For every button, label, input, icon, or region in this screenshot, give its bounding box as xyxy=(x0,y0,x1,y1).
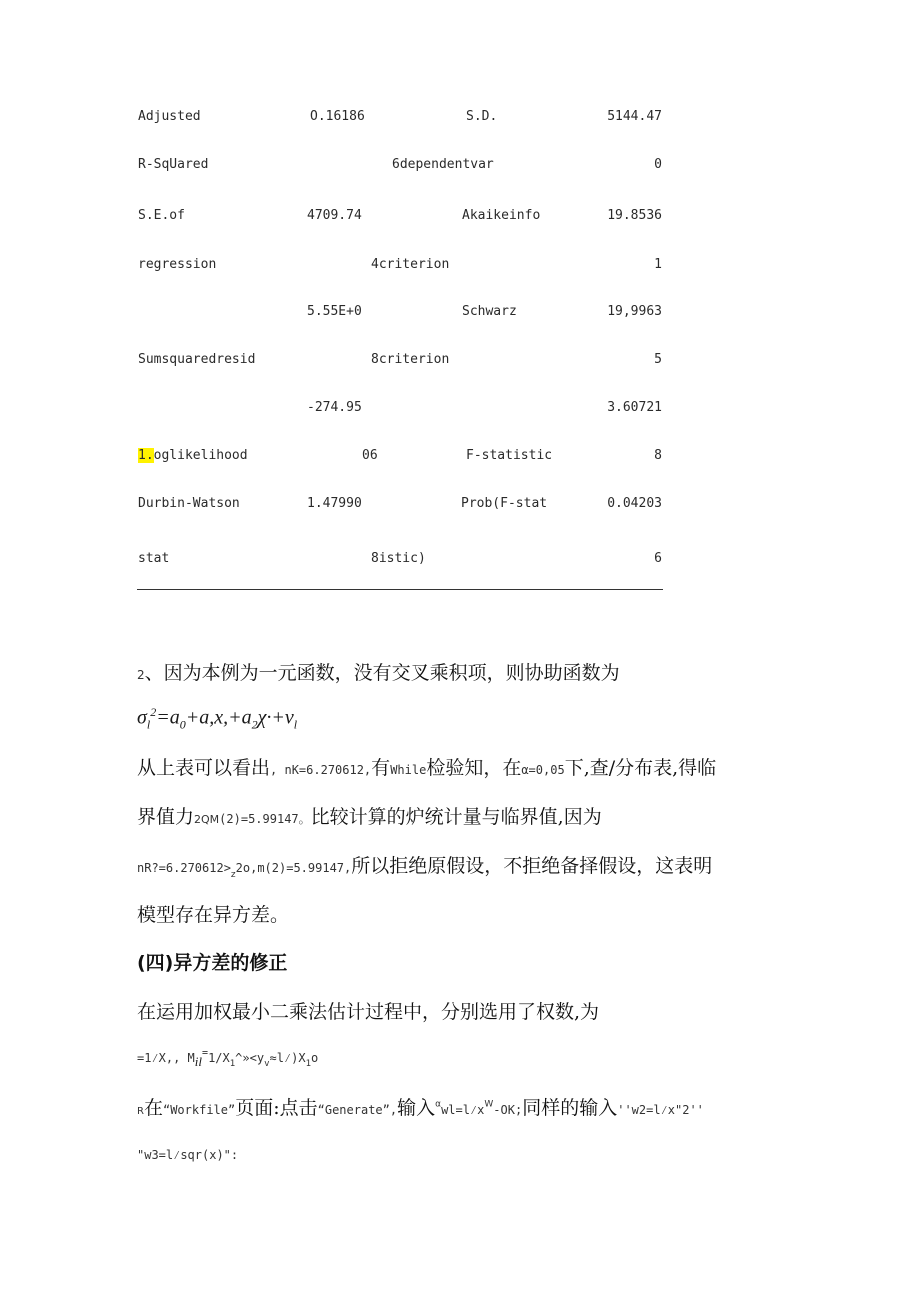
stat-value: -274.95 xyxy=(307,400,362,415)
highlight-mark: 1. xyxy=(138,448,154,463)
stat-label: S.D. xyxy=(466,109,498,124)
auxiliary-regression-formula: $\sigma_l^2=a_0+a,x,+a_2\chi\cdot+v_l$ xyxy=(137,705,298,732)
paragraph-wls-weights: 在运用加权最小二乘法估计过程中，分别选用了权数,为 xyxy=(137,1001,600,1023)
paragraph-white-test-line4: 模型存在异方差。 xyxy=(137,904,290,926)
stat-value: 1 xyxy=(654,257,662,272)
stat-label: Schwarz xyxy=(462,304,517,319)
stat-value: 5.55E+0 xyxy=(307,304,362,319)
stat-value: 06 xyxy=(362,448,378,463)
stat-label: Durbin-Watson xyxy=(138,496,240,511)
stat-label: regression xyxy=(138,257,217,272)
stat-value: 0.04203 xyxy=(607,496,662,511)
paragraph-white-test-line1: 从上表可以看出, nK=6.270612,有While检验知，在α=0,05下,查/分布表,得临 xyxy=(137,757,717,779)
section-heading: (四)异方差的修正 xyxy=(137,952,288,974)
paragraph-w3: "w3=l⁄sqr(x)": xyxy=(137,1148,239,1162)
paragraph-eviews-generate: R在“Workfile”页面:点击“Generate”,输入$^\alpha wl=l⁄x^W-OK$;同样的输入''w2=l⁄x"2'' xyxy=(137,1097,704,1119)
paragraph-auxiliary-function: 2、因为本例为一元函数，没有交叉乘积项，则协助函数为 xyxy=(137,662,620,684)
stat-value: 4709.74 xyxy=(307,208,362,223)
stat-value: 1.47990 xyxy=(307,496,362,511)
stat-value: 5 xyxy=(654,352,662,367)
stat-value: 6 xyxy=(654,551,662,566)
stat-label: 1.oglikelihood xyxy=(138,448,248,463)
stat-value: 3.60721 xyxy=(607,400,662,415)
stat-label: stat xyxy=(138,551,170,566)
stat-label: Akaikeinfo xyxy=(462,208,541,223)
stat-label: S.E.of xyxy=(138,208,185,223)
stat-label: F-statistic xyxy=(466,448,553,463)
stat-value: 8 xyxy=(654,448,662,463)
stat-value: 8criterion xyxy=(371,352,450,367)
stat-value: 19.8536 xyxy=(607,208,662,223)
stat-label: Sumsquaredresid xyxy=(138,352,256,367)
stat-value: 4criterion xyxy=(371,257,450,272)
stat-label: R-SqUared xyxy=(138,157,209,172)
weights-formula: =1⁄X,, $M_{il}^=1/X_1\^{}»<y_v\approx l⁄)X_1o$ xyxy=(137,1047,319,1070)
stat-label: Adjusted xyxy=(138,109,201,124)
table-bottom-rule xyxy=(137,589,663,590)
stat-value: O.16186 xyxy=(310,109,365,124)
stat-label: Prob(F-stat xyxy=(461,496,548,511)
paragraph-white-test-line2: 界值力2QM(2)=5.99147。比较计算的炉统计量与临界值,因为 xyxy=(137,806,602,828)
stat-value: 0 xyxy=(654,157,662,172)
stat-value: 6dependentvar xyxy=(392,157,494,172)
paragraph-white-test-line3: $nR?=6.270612>_z2o,m(2)=5.99147$,所以拒绝原假设，不拒绝备择假设，这表明 xyxy=(137,855,713,880)
stat-value: 19,9963 xyxy=(607,304,662,319)
stat-value: 5144.47 xyxy=(607,109,662,124)
stat-value: 8istic) xyxy=(371,551,426,566)
